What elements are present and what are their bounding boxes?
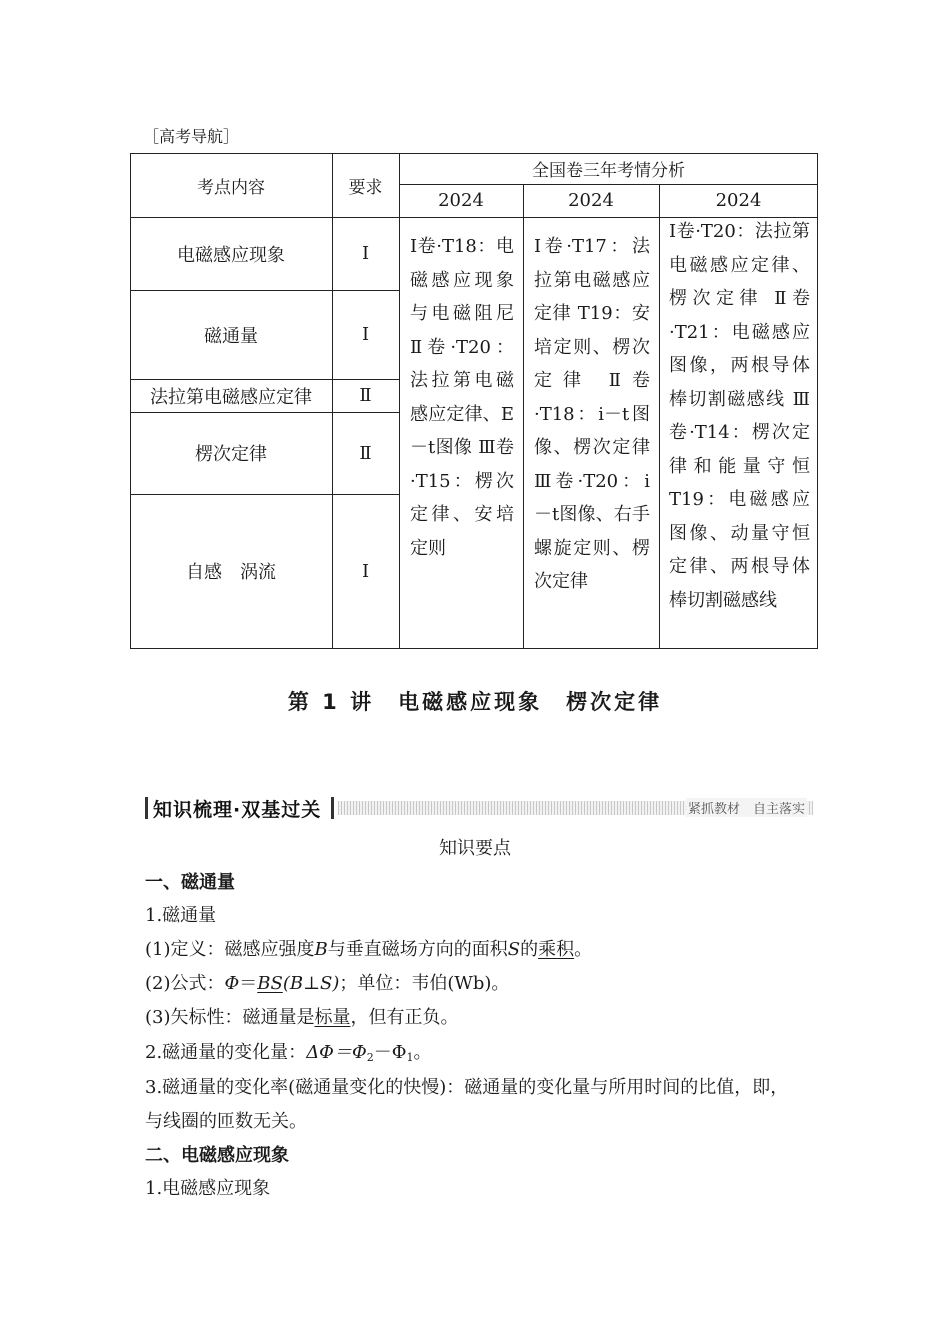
blank-answer: BS bbox=[257, 973, 283, 994]
paragraph-definition bbox=[145, 935, 818, 961]
row-requirement: Ⅰ bbox=[361, 324, 370, 345]
row-topic: 法拉第电磁感应定律 bbox=[150, 386, 312, 408]
subscript: 1 bbox=[406, 1051, 414, 1064]
row-requirement: Ⅰ bbox=[361, 243, 370, 264]
row-topic: 磁通量 bbox=[204, 325, 258, 347]
text-run: (2)公式： bbox=[145, 973, 225, 994]
row-requirement: Ⅱ bbox=[359, 385, 372, 406]
banner-tag: 紧抓教材 自主落实 bbox=[686, 798, 807, 817]
text-run: ，但有正负。 bbox=[350, 1007, 459, 1028]
row-topic: 楞次定律 bbox=[195, 444, 267, 465]
header-analysis-group: 全国卷三年考情分析 bbox=[532, 161, 685, 181]
paragraph-change bbox=[145, 1038, 818, 1064]
paragraph-formula bbox=[145, 969, 818, 995]
header-year-3: 2024 bbox=[715, 190, 762, 211]
section-heading-1: 一、磁通量 bbox=[145, 872, 235, 893]
analysis-year-1: Ⅰ卷·T18：电磁感应现象与电磁阻尼 Ⅱ卷·T20：法拉第电磁感应定律、E－t图像 Ⅲ卷·T15：楞次定律、安培定则 bbox=[410, 236, 514, 559]
symbol-s: S bbox=[507, 939, 521, 960]
row-topic: 电磁感应现象 bbox=[177, 244, 285, 266]
formula: －Φ bbox=[373, 1042, 407, 1063]
text-run: (3)矢标性：磁通量是 bbox=[145, 1007, 315, 1028]
formula: ΔΦ＝Φ bbox=[306, 1042, 367, 1063]
knowledge-points-heading: 知识要点 bbox=[439, 838, 511, 859]
header-topic: 考点内容 bbox=[197, 177, 265, 198]
gaokao-nav-label: ［高考导航］ bbox=[143, 127, 240, 146]
banner-divider-bar bbox=[331, 797, 334, 819]
blank-answer: 标量 bbox=[314, 1007, 351, 1028]
banner-title: 知识梳理·双基过关 bbox=[153, 799, 322, 821]
analysis-year-2: Ⅰ卷·T17：法拉第电磁感应定律 T19：安培定则、楞次定律 Ⅱ卷·T18：i－t图像、楞次定律 Ⅲ卷·T20：i－t图像、右手螺旋定则、楞次定律 bbox=[534, 236, 650, 592]
symbol-phi: Φ bbox=[224, 973, 240, 994]
condition: (B⊥S) bbox=[282, 973, 340, 994]
text-run: 的 bbox=[520, 939, 539, 960]
paragraph-1: 1.磁通量 bbox=[145, 905, 217, 926]
paragraph-rate-line2: 与线圈的匝数无关。 bbox=[145, 1111, 307, 1132]
text-run: 与垂直磁场方向的面积 bbox=[327, 939, 508, 960]
paragraph-scalar bbox=[145, 1003, 818, 1029]
row-topic: 自感 涡流 bbox=[186, 562, 276, 583]
header-requirement: 要求 bbox=[348, 177, 383, 198]
text-run: (1)定义：磁感应强度 bbox=[145, 939, 315, 960]
exam-analysis-table bbox=[130, 153, 818, 649]
analysis-year-3: Ⅰ卷·T20：法拉第电磁感应定律、楞次定律 Ⅱ卷·T21：电磁感应图像，两根导体棒切割磁感线 Ⅲ卷·T14：楞次定律和能量守恒 T19：电磁感应图像、动量守恒定律、两根导体棒切割磁感线 bbox=[669, 221, 810, 611]
lecture-title: 第 1 讲 电磁感应现象 楞次定律 bbox=[287, 690, 663, 714]
subscript: 2 bbox=[366, 1051, 374, 1064]
text-run: ＝ bbox=[239, 973, 258, 994]
text-run: ；单位：韦伯(Wb)。 bbox=[339, 973, 510, 994]
symbol-b: B bbox=[314, 939, 328, 960]
text-run: 。 bbox=[413, 1042, 432, 1063]
paragraph-rate-line1: 3.磁通量的变化率(磁通量变化的快慢)：磁通量的变化量与所用时间的比值，即， bbox=[145, 1077, 789, 1098]
blank-answer: 乘积 bbox=[538, 939, 575, 960]
section-banner bbox=[145, 795, 813, 821]
text-run: 2.磁通量的变化量： bbox=[145, 1042, 307, 1063]
row-requirement: Ⅰ bbox=[361, 560, 370, 582]
row-requirement: Ⅱ bbox=[359, 442, 372, 464]
section-heading-2: 二、电磁感应现象 bbox=[145, 1145, 289, 1166]
text-run: 。 bbox=[574, 939, 593, 960]
banner-left-bar bbox=[145, 797, 148, 819]
header-year-2: 2024 bbox=[568, 190, 614, 211]
paragraph-7: 1.电磁感应现象 bbox=[145, 1178, 271, 1199]
header-year-1: 2024 bbox=[438, 190, 484, 211]
